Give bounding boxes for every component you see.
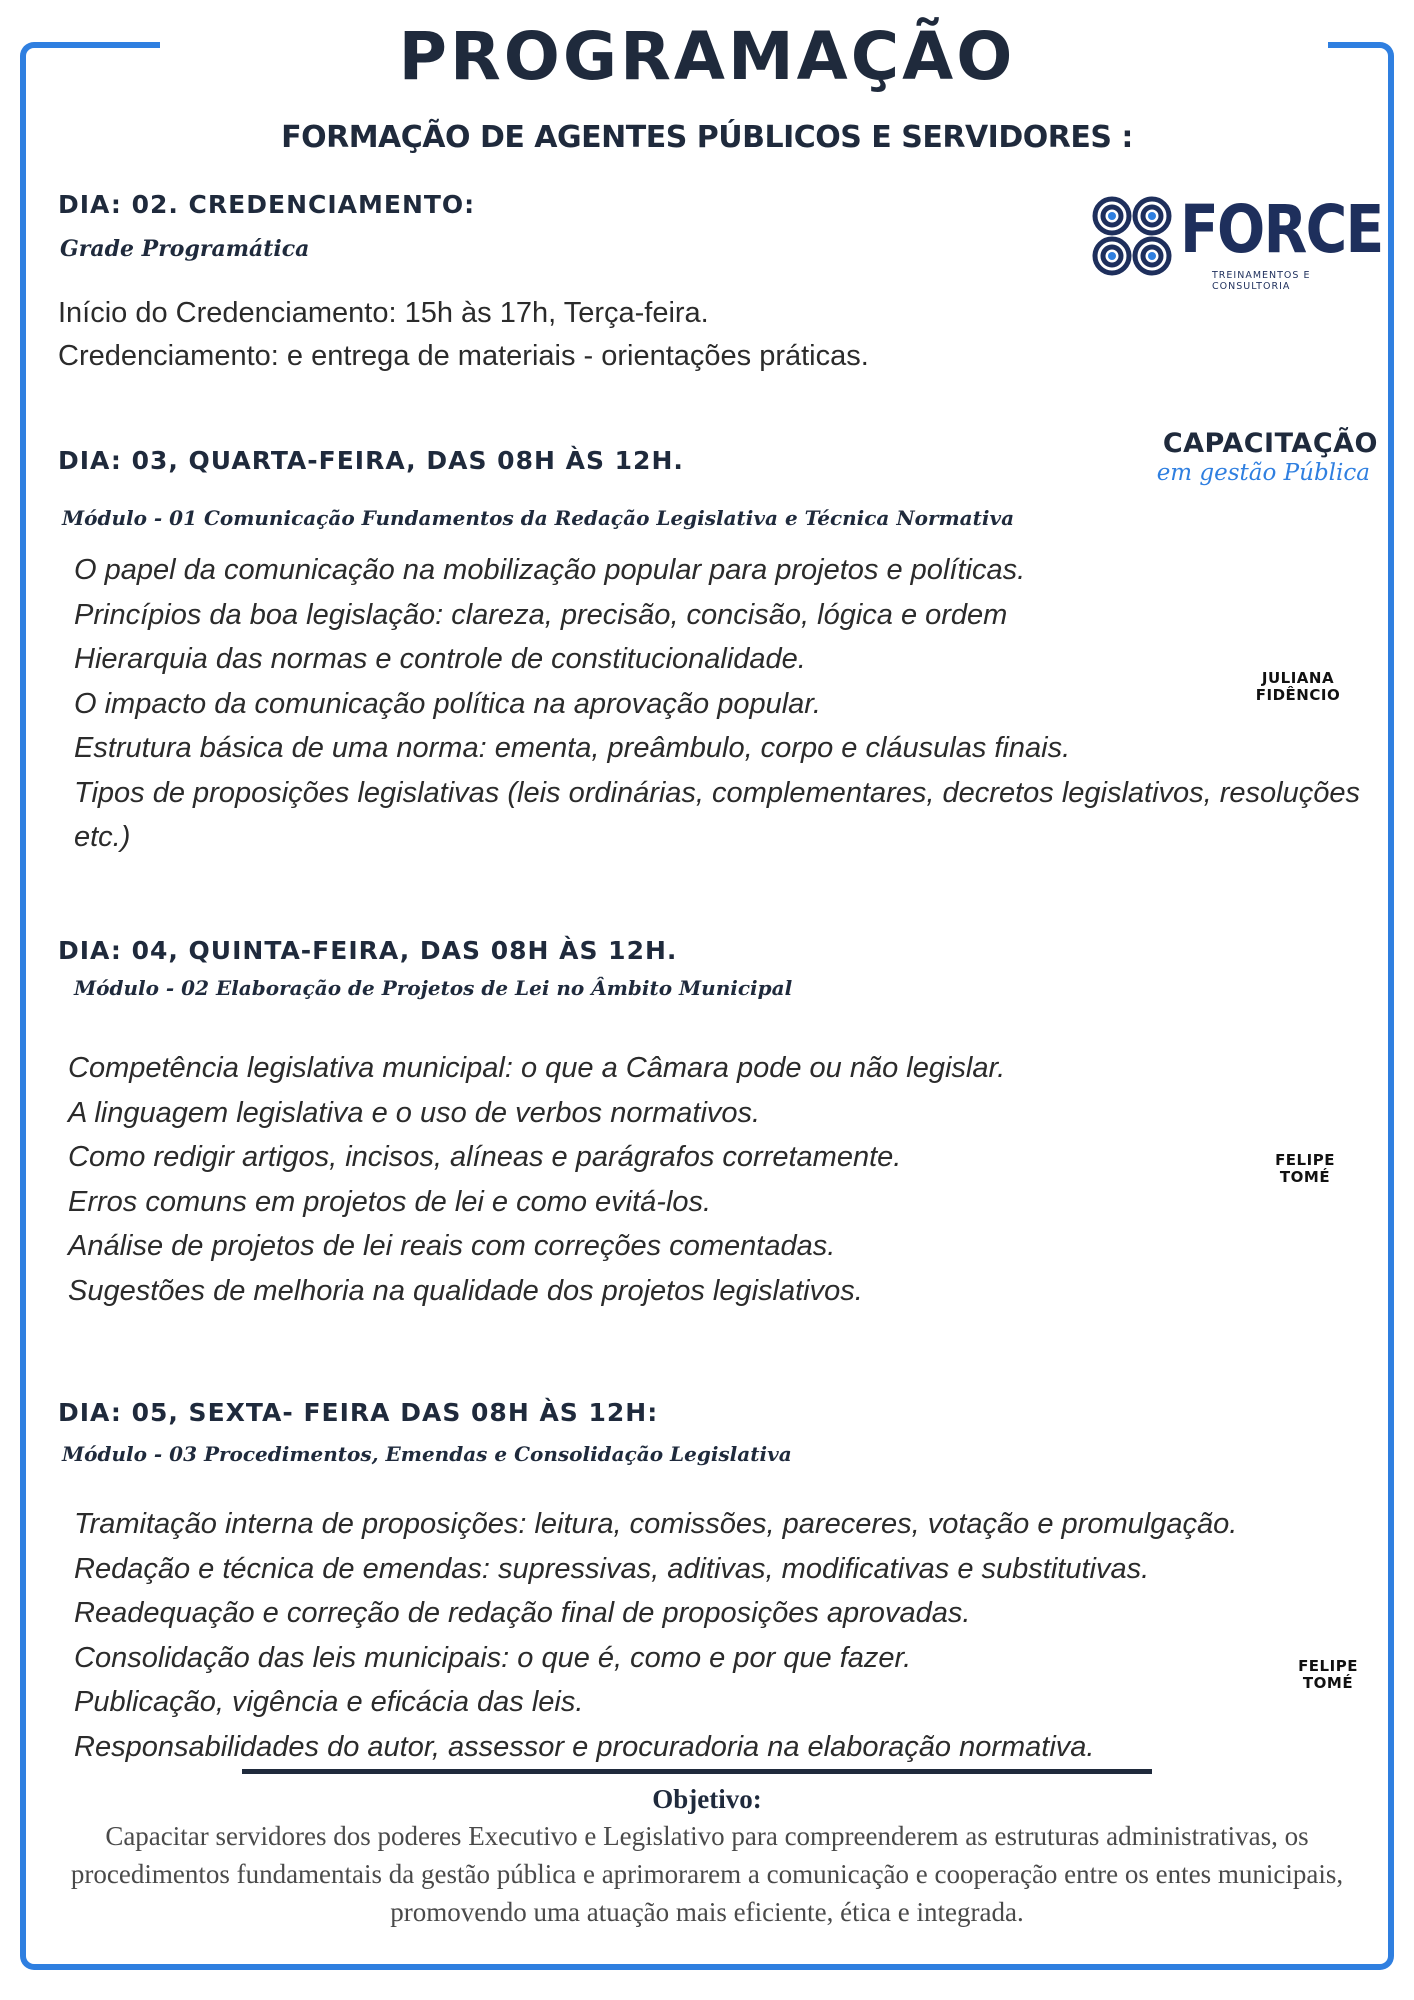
force-logo-wordmark: FORCE (1180, 191, 1383, 268)
objective-text: Capacitar servidores dos poderes Executivo e Legislativo para compreenderem as estruturas administrativas, os procedimentos fundamentais da gestão pública e aprimorarem a comunicação e cooperação entre os entes municipais, promovendo uma atuação mais eficiente, ética e integrada. (70, 1821, 1344, 1927)
list-item: Tipos de proposições legislativas (leis ordinárias, complementares, decretos legislativos, resoluções etc.) (74, 776, 1361, 853)
speaker-last-name: TOMÉ (1302, 1674, 1354, 1692)
page-subtitle: FORMAÇÃO DE AGENTES PÚBLICOS E SERVIDORES : (281, 120, 1133, 155)
day04-module-title: Módulo - 02 Elaboração de Projetos de Lei no Âmbito Municipal (74, 976, 793, 1000)
force-logo-tagline: TREINAMENTOS E CONSULTORIA (1212, 270, 1311, 292)
list-item: Sugestões de melhoria na qualidade dos projetos legislativos. (68, 1274, 863, 1307)
list-item: Publicação, vigência e eficácia das leis. (74, 1686, 584, 1718)
list-item: O impacto da comunicação política na aprovação popular. (74, 687, 821, 720)
speaker-first-name: FELIPE (1275, 1151, 1335, 1169)
list-item: Erros comuns em projetos de lei e como evitá-los. (68, 1185, 712, 1218)
objective-title: Objetivo: (652, 1784, 762, 1814)
objective-divider (242, 1769, 1152, 1774)
day02-line: Credenciamento: e entrega de materiais - orientações práticas. (58, 340, 869, 372)
day02-line: Início do Credenciamento: 15h às 17h, Terça-feira. (58, 297, 709, 329)
day04-speaker (1250, 1152, 1360, 1186)
day04-heading: DIA: 04, QUINTA-FEIRA, DAS 08H ÀS 12H. (58, 936, 678, 965)
speaker-first-name: JULIANA (1261, 669, 1335, 687)
list-item: Competência legislativa municipal: o que a Câmara pode ou não legislar. (68, 1052, 1006, 1084)
day03-heading: DIA: 03, QUARTA-FEIRA, DAS 08H ÀS 12H. (58, 446, 684, 475)
list-item: Consolidação das leis municipais: o que é, como e por que fazer. (74, 1641, 912, 1674)
page-title: PROGRAMAÇÃO (398, 18, 1016, 95)
speaker-last-name: FIDÊNCIO (1255, 686, 1341, 704)
list-item: Redação e técnica de emendas: supressivas, aditivas, modificativas e substitutivas. (74, 1552, 1150, 1585)
day02-heading: DIA: 02. CREDENCIAMENTO: (58, 190, 476, 219)
capacitacao-badge-script: em gestão Pública (1156, 460, 1370, 486)
capacitacao-badge (1118, 428, 1378, 508)
speaker-first-name: FELIPE (1298, 1657, 1358, 1675)
list-item: Análise de projetos de lei reais com correções comentadas. (68, 1230, 836, 1262)
day02-subheading: Grade Programática (60, 236, 310, 262)
list-item: Tramitação interna de proposições: leitura, comissões, pareceres, votação e promulgação. (74, 1508, 1238, 1540)
list-item: Como redigir artigos, incisos, alíneas e parágrafos corretamente. (68, 1141, 902, 1173)
day03-topic-list (74, 548, 1364, 860)
day05-topic-list (74, 1502, 1384, 1769)
list-item: Readequação e correção de redação final de proposições aprovadas. (74, 1597, 971, 1629)
day02-lines (58, 292, 869, 378)
list-item: Hierarquia das normas e controle de constitucionalidade. (74, 643, 806, 675)
day05-heading: DIA: 05, SEXTA- FEIRA DAS 08H ÀS 12H: (58, 1398, 659, 1427)
force-spiral-icon (1088, 192, 1176, 280)
list-item: Estrutura básica de uma norma: ementa, preâmbulo, corpo e cláusulas finais. (74, 732, 1071, 764)
day03-speaker (1238, 670, 1358, 704)
day05-module-title: Módulo - 03 Procedimentos, Emendas e Consolidação Legislativa (62, 1442, 792, 1466)
speaker-last-name: TOMÉ (1279, 1168, 1331, 1186)
day03-module-title: Módulo - 01 Comunicação Fundamentos da Redação Legislativa e Técnica Normativa (62, 506, 1015, 530)
capacitacao-badge-title: CAPACITAÇÃO (1162, 428, 1378, 459)
list-item: Princípios da boa legislação: clareza, precisão, concisão, lógica e ordem (74, 598, 1008, 631)
list-item: A linguagem legislativa e o uso de verbos normativos. (68, 1096, 761, 1129)
list-item: O papel da comunicação na mobilização popular para projetos e políticas. (74, 554, 1026, 586)
day04-topic-list (68, 1046, 1268, 1313)
force-logo (1088, 191, 1383, 292)
list-item: Responsabilidades do autor, assessor e procuradoria na elaboração normativa. (74, 1730, 1095, 1763)
day05-speaker (1278, 1658, 1378, 1692)
